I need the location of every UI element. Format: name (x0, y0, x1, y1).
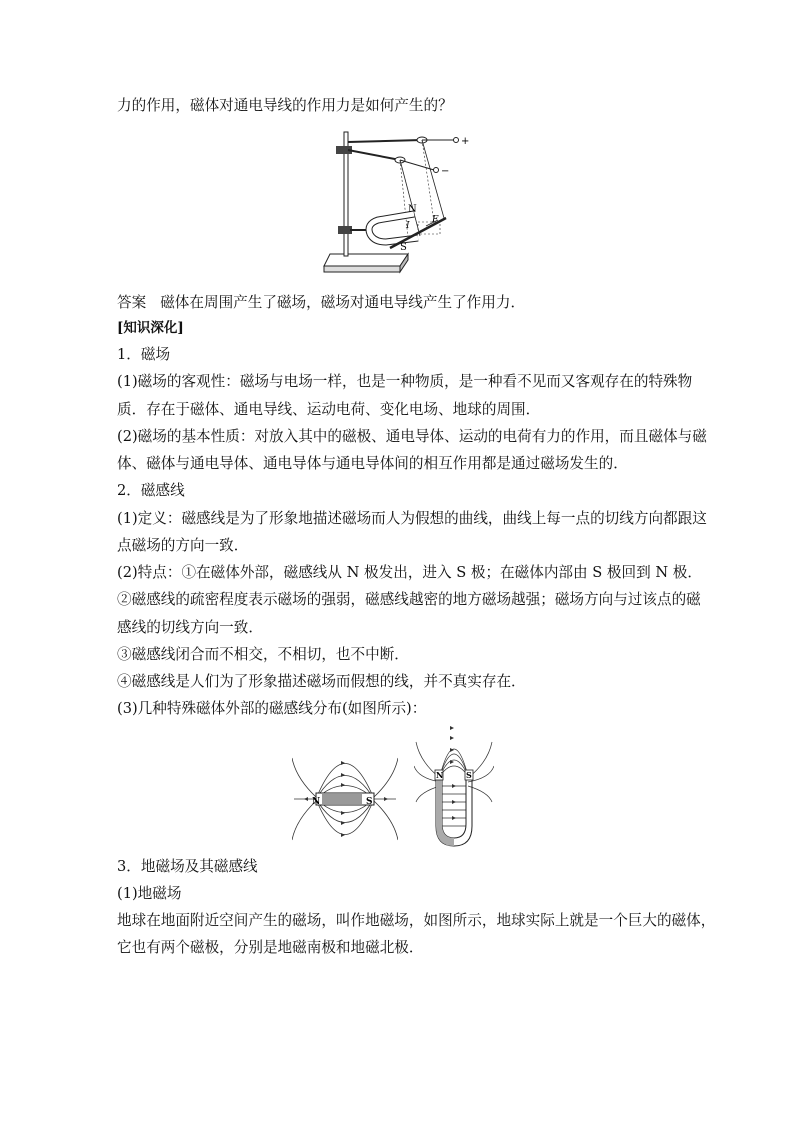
north-label: N (408, 204, 417, 215)
point-2-2-2a: ②磁感线的疏密程度表示磁场的强弱，磁感线越密的地方磁场越强；磁场方向与过该点的磁 (117, 591, 701, 608)
horseshoe-north-label: N (436, 770, 444, 780)
point-2-1b: 点磁场的方向一致． (117, 537, 249, 554)
point-2-1a: (1)定义：磁感线是为了形象地描述磁场而人为假想的曲线，曲线上每一点的切线方向都跟这 (117, 510, 707, 527)
point-2-title: 2．磁感线 (117, 482, 185, 499)
section-heading: [知识深化] (117, 320, 184, 336)
answer-line (117, 293, 525, 313)
intro-line: 力的作用，磁体对通电导线的作用力是如何产生的？ (117, 97, 453, 114)
plus-label: + (461, 136, 470, 147)
bar-magnet-figure (292, 748, 398, 856)
point-2-2-3: ③磁感线闭合而不相交，不相切，也不中断． (117, 646, 409, 663)
answer-text: 磁体在周围产生了磁场，磁场对通电导线产生了作用力． (160, 294, 526, 311)
south-label: S (400, 242, 407, 253)
horseshoe-magnet-figure (414, 722, 494, 850)
point-2-2: (2)特点：①在磁体外部，磁感线从 N 极发出，进入 S 极；在磁体内部由 S 极回到 N 极． (117, 564, 702, 581)
point-2-2-2b: 感线的切线方向一致． (117, 619, 263, 636)
force-label: F (432, 215, 439, 225)
point-3-1: (1)地磁场 (117, 885, 182, 902)
apparatus-figure (322, 126, 472, 278)
point-3-1b: 它也有两个磁极，分别是地磁南极和地磁北极． (117, 939, 424, 956)
current-label: I (406, 221, 410, 231)
minus-label: − (441, 166, 450, 177)
point-1-title: 1．磁场 (117, 346, 171, 363)
point-2-3: (3)几种特殊磁体外部的磁感线分布(如图所示)： (117, 700, 427, 717)
horseshoe-south-label: S (466, 770, 472, 780)
answer-tag: 答案 (117, 294, 147, 311)
point-1-2a: (2)磁场的基本性质：对放入其中的磁极、通电导体、运动的电荷有力的作用，而且磁体与磁 (117, 428, 707, 445)
point-1-1a: (1)磁场的客观性：磁场与电场一样，也是一种物质，是一种看不见而又客观存在的特殊物 (117, 373, 693, 390)
point-1-2b: 体、磁体与通电导体、通电导体与通电导体间的相互作用都是通过磁场发生的． (117, 455, 628, 472)
point-1-1b: 质．存在于磁体、通电导线、运动电荷、变化电场、地球的周围． (117, 401, 541, 418)
point-3-title: 3．地磁场及其磁感线 (117, 858, 258, 875)
bar-south-label: S (366, 797, 373, 807)
point-2-2-4: ④磁感线是人们为了形象描述磁场而假想的线，并不真实存在． (117, 673, 526, 690)
point-3-1a: 地球在地面附近空间产生的磁场，叫作地磁场，如图所示，地球实际上就是一个巨大的磁体， (117, 912, 716, 929)
bar-north-label: N (312, 797, 321, 807)
